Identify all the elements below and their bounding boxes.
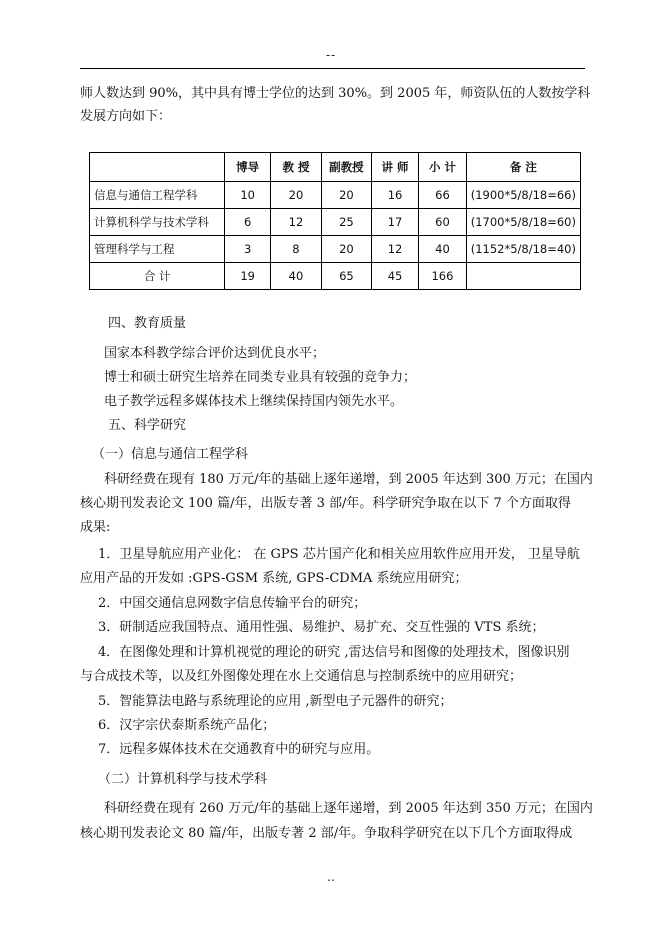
table-cell: 信息与通信工程学科	[90, 182, 225, 209]
table-cell: 19	[225, 263, 270, 290]
table-cell: 10	[225, 182, 270, 209]
item-4-line-1: 4．在图像处理和计算机视觉的理论的研究 ,雷达信号和图像的处理技术，图像识别	[98, 645, 570, 660]
subsection-1-title: （一）信息与通信工程学科	[92, 447, 249, 462]
section-4-title: 四、教育质量	[108, 316, 187, 331]
table-header-cell: 讲 师	[371, 153, 418, 182]
table-header-cell: 备 注	[466, 153, 580, 182]
table-cell: 20	[322, 182, 372, 209]
table-header-row	[90, 153, 581, 182]
table-cell: 6	[225, 209, 270, 236]
table-cell: (1700*5/8/18=60)	[466, 209, 580, 236]
table-cell: (1900*5/8/18=66)	[466, 182, 580, 209]
table-cell: 3	[225, 236, 270, 263]
table-header-cell: 小 计	[419, 153, 466, 182]
table-header-cell: 博导	[225, 153, 270, 182]
table-cell: 40	[270, 263, 321, 290]
item-4-line-2: 与合成技术等，以及红外图像处理在水上交通信息与控制系统中的应用研究；	[80, 669, 523, 684]
table-cell: (1152*5/8/18=40)	[466, 236, 580, 263]
table-row	[90, 182, 581, 209]
table-cell: 12	[270, 209, 321, 236]
table-total-row	[90, 263, 581, 290]
section-5-title: 五、科学研究	[108, 418, 187, 433]
header-mark: --	[325, 48, 337, 62]
table-cell: 计算机科学与技术学科	[90, 209, 225, 236]
table-header-cell: 教 授	[270, 153, 321, 182]
table-cell: 20	[322, 236, 372, 263]
table-cell: 60	[419, 209, 466, 236]
intro-line-2: 发展方向如下：	[80, 109, 172, 124]
item-7: 7．远程多媒体技术在交通教育中的研究与应用。	[98, 742, 380, 757]
para-2-line-2: 核心期刊发表论文 80 篇/年，出版专著 2 部/年。争取科学研究在以下几个方面取得成	[80, 826, 573, 841]
para-1-line-3: 成果:	[80, 520, 111, 535]
footer-mark: ..	[327, 870, 335, 884]
table-cell: 45	[371, 263, 418, 290]
table-header-cell: 副教授	[322, 153, 372, 182]
table-cell: 17	[371, 209, 418, 236]
item-2: 2．中国交通信息网数字信息传输平台的研究；	[98, 596, 367, 611]
table-cell: 12	[371, 236, 418, 263]
item-5: 5．智能算法电路与系统理论的应用 ,新型电子元器件的研究；	[98, 694, 453, 709]
table-row	[90, 236, 581, 263]
item-3: 3．研制适应我国特点、通用性强、易维护、易扩充、交互性强的 VTS 系统；	[98, 620, 545, 635]
header-rule	[80, 68, 585, 69]
item-6: 6．汉字宗伏泰斯系统产品化；	[98, 718, 276, 733]
table-cell: 合 计	[90, 263, 225, 290]
table-cell: 16	[371, 182, 418, 209]
table-cell	[466, 263, 580, 290]
table-cell: 65	[322, 263, 372, 290]
item-1-line-1: 1．卫星导航应用产业化： 在 GPS 芯片国产化和相关应用软件应用开发， 卫星导航	[98, 547, 580, 562]
table-cell: 66	[419, 182, 466, 209]
para-1-line-2: 核心期刊发表论文 100 篇/年，出版专著 3 部/年。科学研究争取在以下 7 个方面取得	[80, 496, 571, 511]
quality-line-2: 博士和硕士研究生培养在同类专业具有较强的竞争力；	[104, 370, 417, 385]
table-cell: 管理科学与工程	[90, 236, 225, 263]
item-1-line-2: 应用产品的开发如 :GPS-GSM 系统, GPS-CDMA 系统应用研究；	[80, 571, 468, 586]
table-cell: 25	[322, 209, 372, 236]
table-row	[90, 209, 581, 236]
quality-line-1: 国家本科教学综合评价达到优良水平；	[104, 346, 326, 361]
intro-line-1: 师人数达到 90%，其中具有博士学位的达到 30%。到 2005 年，师资队伍的人数按学科	[80, 86, 591, 101]
table-cell: 166	[419, 263, 466, 290]
para-1-line-1: 科研经费在现有 180 万元/年的基础上逐年递增，到 2005 年达到 300 万元；在国内	[104, 472, 593, 487]
subsection-2-title: （二）计算机科学与技术学科	[98, 772, 268, 787]
staff-table	[89, 152, 581, 290]
quality-line-3: 电子教学远程多媒体技术上继续保持国内领先水平。	[104, 394, 404, 409]
para-2-line-1: 科研经费在现有 260 万元/年的基础上逐年递增，到 2005 年达到 350 万元；在国内	[104, 801, 593, 816]
table-cell: 40	[419, 236, 466, 263]
table-header-cell	[90, 153, 225, 182]
table-cell: 20	[270, 182, 321, 209]
table-cell: 8	[270, 236, 321, 263]
